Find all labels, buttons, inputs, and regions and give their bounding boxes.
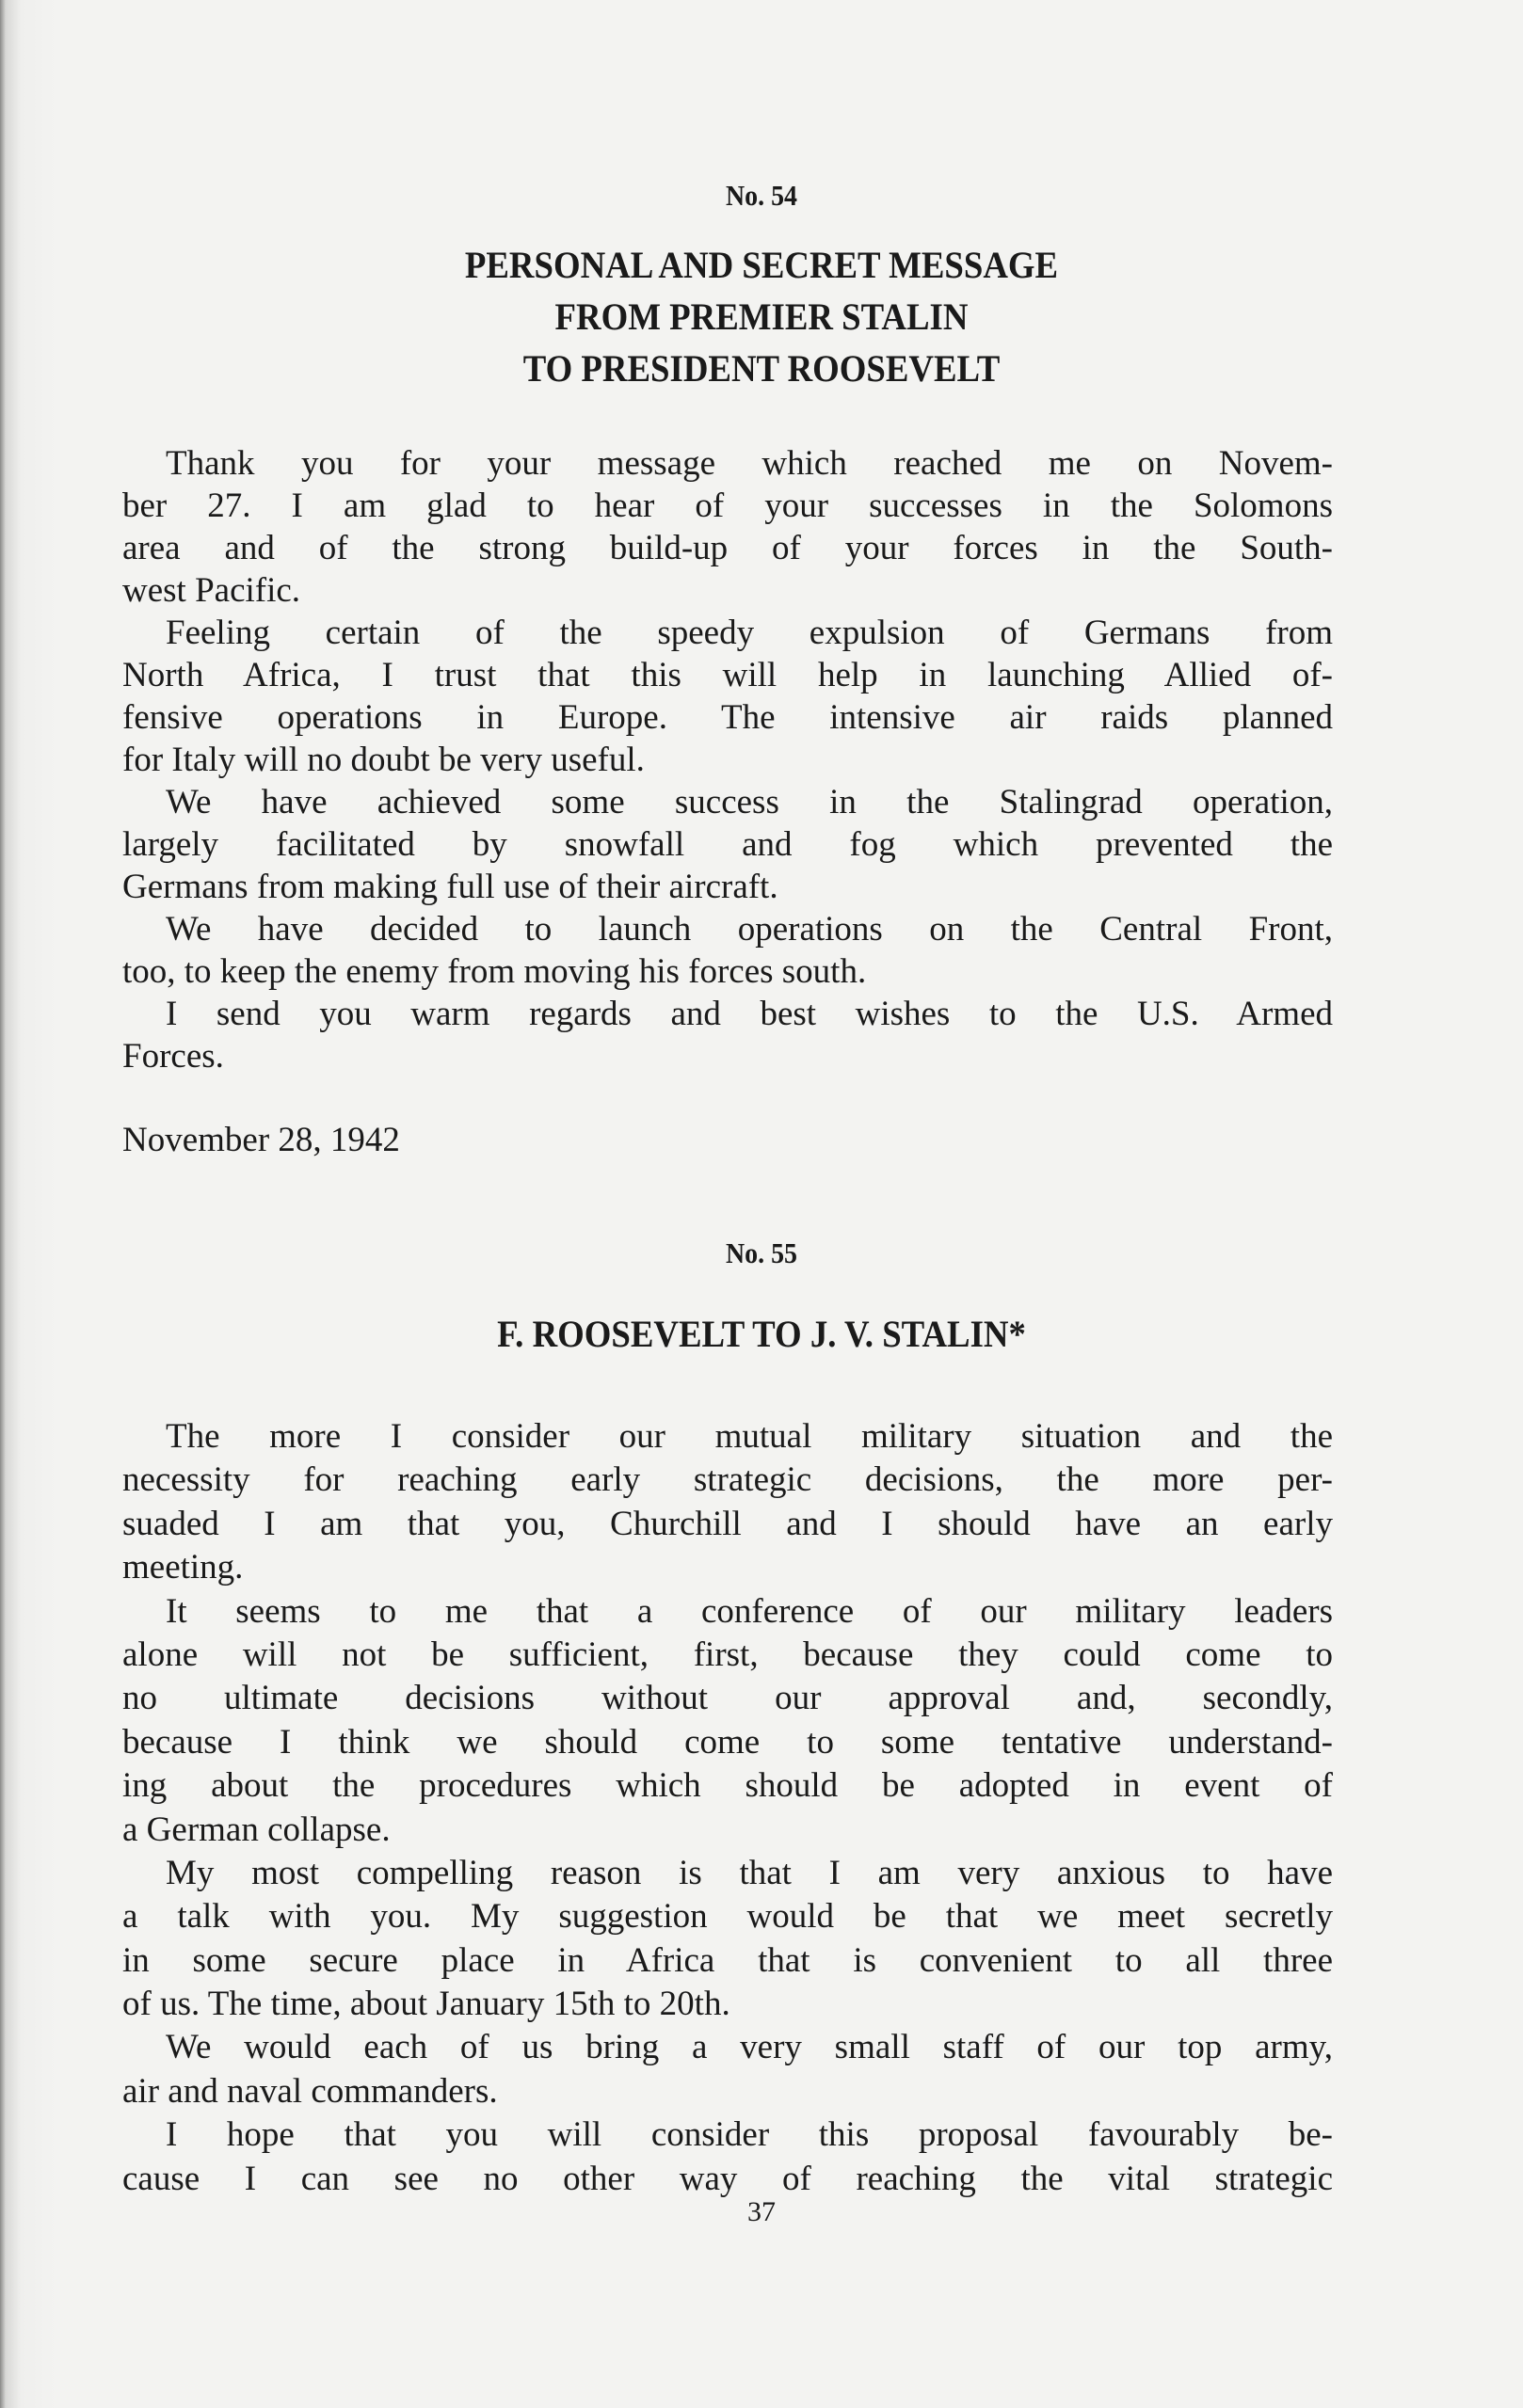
paragraph-line [122,993,1333,1035]
title-line: FROM PREMIER STALIN [554,295,969,338]
paragraph-line [122,527,1333,569]
paragraph-line [122,1677,1333,1720]
line-text: fensive operations in Europe. The intensive air raids planned [122,698,1333,737]
line-text: alone will not be sufficient, first, because they could come to [122,1635,1333,1674]
paragraph-line [122,1035,1333,1077]
line-text: I send you warm regards and best wishes to the U.S. Armed [166,995,1333,1033]
line-text: ing about the procedures which should be adopted in event of [122,1766,1333,1806]
paragraph-line [122,485,1333,527]
line-text: suaded I am that you, Churchill and I should have an early [122,1504,1333,1543]
paragraph-line [122,1895,1333,1938]
paragraph-line [122,739,1333,781]
document-number: No. 54 [726,179,797,212]
paragraph-line [122,1634,1333,1677]
paragraph-line [122,781,1333,823]
line-text: Thank you for your message which reached me on Novem- [166,444,1333,483]
line-text: in some secure place in Africa that is convenient to all three [122,1940,1333,1980]
line-text: a German collapse. [122,1810,391,1849]
paragraph-line [122,1546,1333,1589]
paragraph-line [122,2026,1333,2069]
title-line: F. ROOSEVELT TO J. V. STALIN* [497,1313,1026,1355]
paragraph-line [122,612,1333,654]
message-title [61,239,1463,394]
paragraph-line [122,2070,1333,2113]
paragraph-line [122,1809,1333,1852]
line-text: because I think we should come to some tentative understand- [122,1722,1333,1762]
line-text: for Italy will no doubt be very useful. [122,741,645,779]
page-number: 37 [747,2196,776,2227]
line-text: a talk with you. My suggestion would be that we meet secretly [122,1897,1333,1937]
paragraph-line [122,1459,1333,1502]
message-title [61,1308,1463,1360]
line-text: of us. The time, about January 15th to 20th. [122,1985,730,2024]
paragraph-line [122,1590,1333,1634]
title-line: TO PRESIDENT ROOSEVELT [522,347,1001,390]
paragraph-line [122,654,1333,696]
line-text: It seems to me that a conference of our military leaders [166,1591,1333,1631]
paragraph-line [122,1415,1333,1459]
message-body [122,442,1333,1077]
paragraph-line [122,1939,1333,1983]
line-text: meeting. [122,1548,244,1587]
paragraph-line [122,696,1333,739]
paragraph-line [122,908,1333,950]
paragraph-line [122,823,1333,866]
line-text: ber 27. I am glad to hear of your successes in the Solomons [122,486,1333,525]
document-number: No. 55 [726,1236,797,1269]
line-text: We have achieved some success in the Stalingrad operation, [166,783,1333,821]
paragraph-line [122,2158,1333,2201]
line-text: Feeling certain of the speedy expulsion of Germans from [166,614,1333,652]
paragraph-line [122,1983,1333,2026]
line-text: The more I consider our mutual military situation and the [166,1417,1333,1456]
line-text: We would each of us bring a very small staff of our top army, [166,2028,1333,2067]
paragraph-line [122,569,1333,612]
message-body [122,1415,1333,2201]
line-text: We have decided to launch operations on the Central Front, [166,910,1333,949]
paragraph-line [122,866,1333,908]
paragraph-line [122,1503,1333,1546]
line-text: air and naval commanders. [122,2071,498,2111]
line-text: I hope that you will consider this proposal favourably be- [166,2115,1333,2155]
paragraph-line [122,442,1333,485]
paragraph-line [122,1721,1333,1764]
line-text: necessity for reaching early strategic decisions, the more per- [122,1460,1333,1500]
line-text: Germans from making full use of their aircraft. [122,868,778,906]
line-text: area and of the strong build-up of your forces in the South- [122,529,1333,567]
paragraph-line [122,2113,1333,2157]
paragraph-line [122,1764,1333,1808]
line-text: Forces. [122,1037,224,1076]
line-text: North Africa, I trust that this will help in launching Allied of- [122,656,1333,694]
line-text: west Pacific. [122,571,301,610]
line-text: largely facilitated by snowfall and fog which prevented the [122,825,1333,864]
paragraph-line [122,1852,1333,1895]
title-line: PERSONAL AND SECRET MESSAGE [464,244,1059,286]
line-text: no ultimate decisions without our approval and, secondly, [122,1679,1333,1718]
line-text: too, to keep the enemy from moving his forces south. [122,952,867,991]
paragraph-line [122,950,1333,993]
line-text: My most compelling reason is that I am very anxious to have [166,1853,1333,1892]
message-date: November 28, 1942 [122,1121,400,1159]
line-text: cause I can see no other way of reaching the vital strategic [122,2159,1333,2198]
